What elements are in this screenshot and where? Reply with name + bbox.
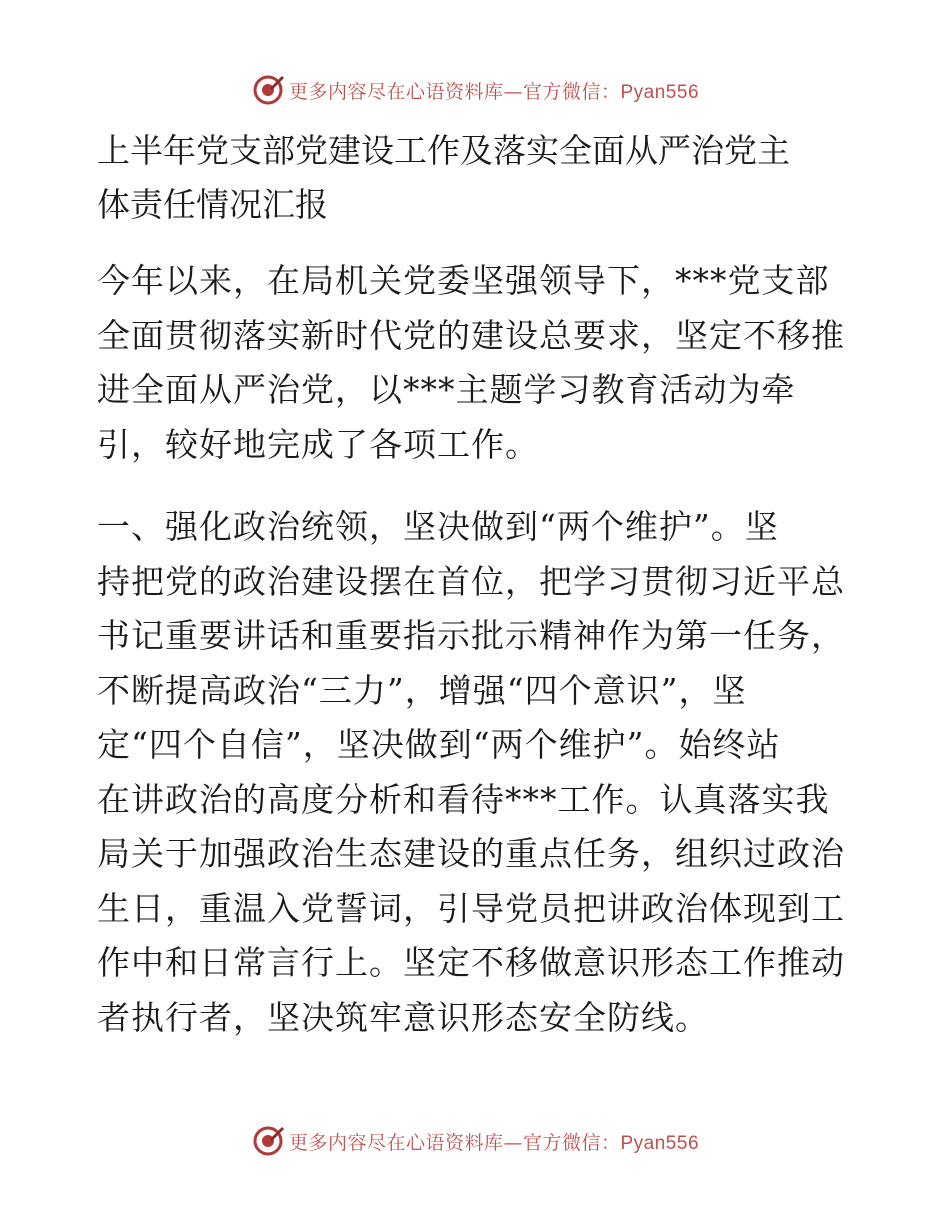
document-title <box>97 124 857 232</box>
paragraph-line: 在讲政治的高度分析和看待***工作。认真落实我 <box>97 779 830 819</box>
title-line: 体责任情况汇报 <box>97 185 328 224</box>
paragraph-line: 者执行者，坚决筑牢意识形态安全防线。 <box>97 997 709 1037</box>
intro-paragraph <box>97 254 852 472</box>
section-1-paragraph <box>97 500 852 1045</box>
watermark-footer <box>0 1121 950 1161</box>
title-line: 上半年党支部党建设工作及落实全面从严治党主 <box>97 131 790 170</box>
pen-logo-icon <box>251 1124 285 1158</box>
watermark-text: 更多内容尽在心语资料库—官方微信：Pyan556 <box>288 1131 700 1154</box>
wechat-id: Pyan556 <box>620 81 700 103</box>
paragraph-line: 不断提高政治“三力”，增强“四个意识”，坚 <box>97 670 747 710</box>
paragraph-line: 进全面从严治党，以***主题学习教育活动为牵 <box>97 370 796 409</box>
paragraph-line: 一、强化政治统领，坚决做到“两个维护”。坚 <box>97 507 779 546</box>
paragraph-line: 书记重要讲话和重要指示批示精神作为第一任务， <box>97 616 845 655</box>
paragraph-line: 今年以来，在局机关党委坚强领导下，***党支部 <box>97 261 830 300</box>
paragraph-line: 生日，重温入党誓词，引导党员把讲政治体现到工 <box>97 888 845 928</box>
paragraph-line: 定“四个自信”，坚决做到“两个维护”。始终站 <box>97 725 781 764</box>
paragraph-line: 持把党的政治建设摆在首位，把学习贯彻习近平总 <box>97 561 845 601</box>
pen-logo-icon <box>251 73 285 107</box>
paragraph-line: 全面贯彻落实新时代党的建设总要求，坚定不移推 <box>97 315 845 355</box>
watermark-text: 更多内容尽在心语资料库—官方微信：Pyan556 <box>288 80 700 103</box>
wechat-id: Pyan556 <box>620 1132 700 1154</box>
paragraph-line: 局关于加强政治生态建设的重点任务，组织过政治 <box>97 834 845 873</box>
watermark-header <box>0 70 950 110</box>
paragraph-line: 引，较好地完成了各项工作。 <box>97 424 539 464</box>
paragraph-line: 作中和日常言行上。坚定不移做意识形态工作推动 <box>97 943 845 982</box>
